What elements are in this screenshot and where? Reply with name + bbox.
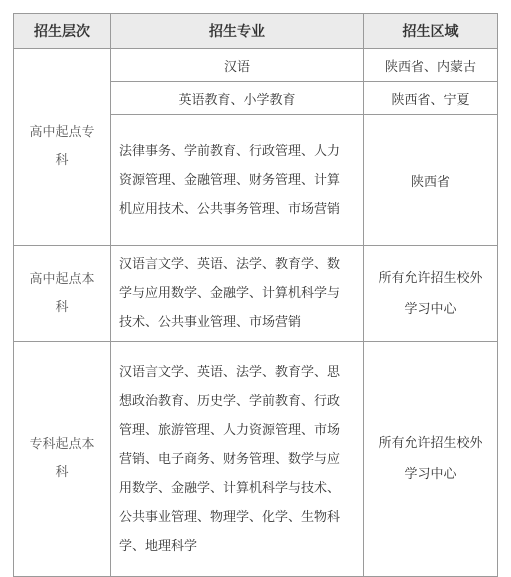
region-cell: 所有允许招生校外学习中心: [364, 342, 498, 577]
header-level: 招生层次: [14, 14, 111, 49]
major-cell: 汉语言文学、英语、法学、教育学、数学与应用数学、金融学、计算机科学与技术、公共事业管理、市场营销: [111, 246, 364, 342]
table-row: [14, 49, 498, 82]
header-major: 招生专业: [111, 14, 364, 49]
enrollment-table: [13, 13, 498, 577]
table-row: [14, 342, 498, 577]
enrollment-table-container: [13, 13, 498, 577]
level-zhuanke-benke: 专科起点本科: [14, 342, 111, 577]
region-cell: 所有允许招生校外学习中心: [364, 246, 498, 342]
table-header-row: [14, 14, 498, 49]
level-gaozhong-benke: 高中起点本科: [14, 246, 111, 342]
table-row: [14, 246, 498, 342]
region-cell: 陕西省、内蒙古: [364, 49, 498, 82]
major-cell: 法律事务、学前教育、行政管理、人力资源管理、金融管理、财务管理、计算机应用技术、公共事务管理、市场营销: [111, 115, 364, 246]
region-cell: 陕西省: [364, 115, 498, 246]
region-cell: 陕西省、宁夏: [364, 82, 498, 115]
major-cell: 汉语: [111, 49, 364, 82]
level-gaozhong-zhuanke: 高中起点专科: [14, 49, 111, 246]
major-cell: 汉语言文学、英语、法学、教育学、思想政治教育、历史学、学前教育、行政管理、旅游管理、人力资源管理、市场营销、电子商务、财务管理、数学与应用数学、金融学、计算机科学与技术、公共事业管理、物理学、化学、生物科学、地理科学: [111, 342, 364, 577]
major-cell: 英语教育、小学教育: [111, 82, 364, 115]
header-region: 招生区域: [364, 14, 498, 49]
